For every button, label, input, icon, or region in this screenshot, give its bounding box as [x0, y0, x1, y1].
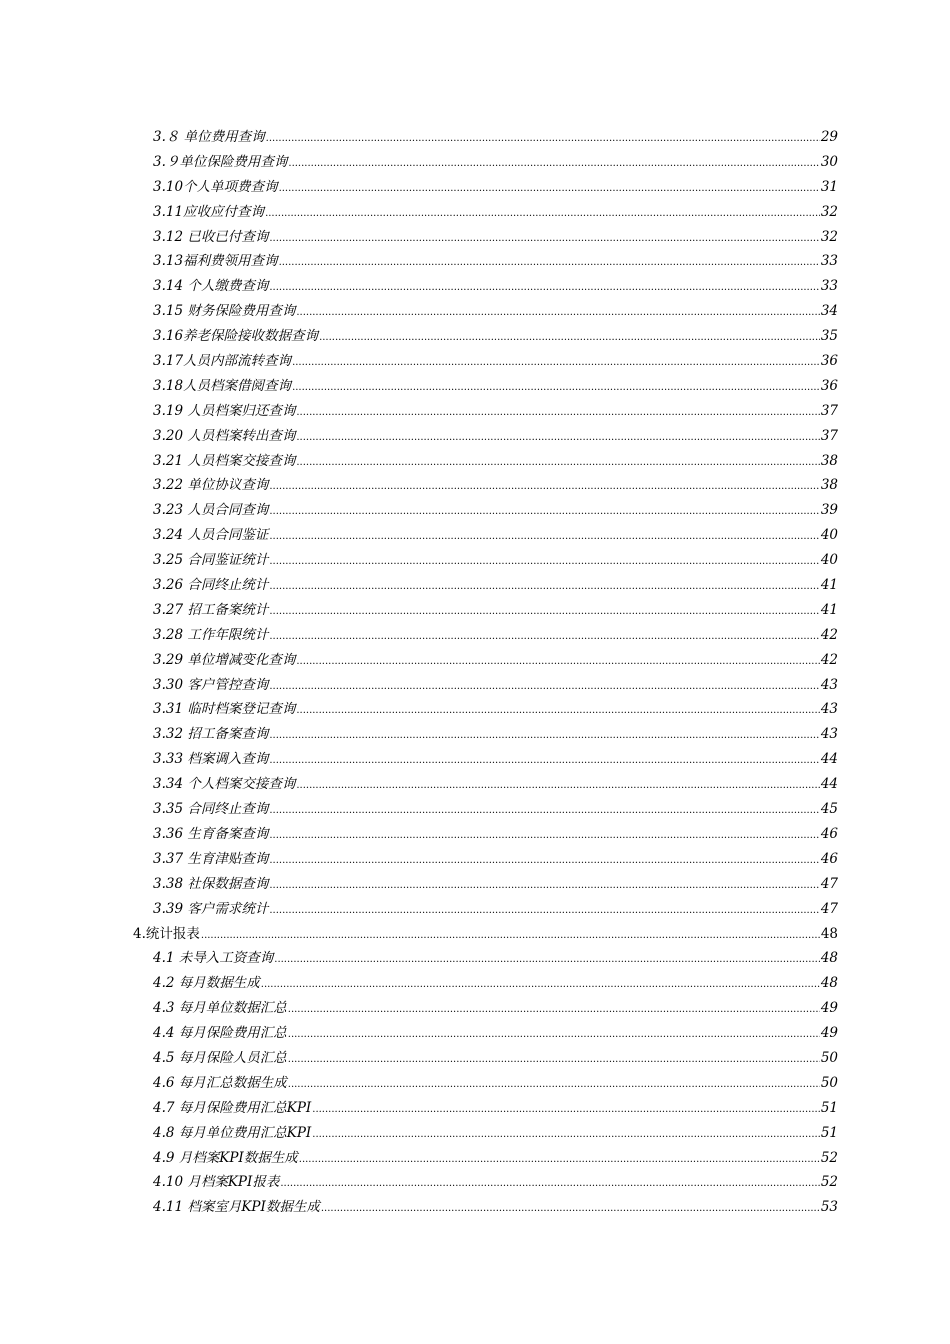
- toc-entry[interactable]: [0, 274, 838, 299]
- toc-entry-page-number: 42: [820, 626, 838, 643]
- toc-entry-title: 3.22 单位协议查询: [153, 477, 269, 494]
- toc-entry-page-number: 46: [820, 825, 838, 842]
- toc-entry-page-number: 44: [820, 776, 838, 793]
- toc-leader-dots: [292, 351, 820, 376]
- toc-entry-page-number: 43: [820, 701, 838, 718]
- toc-entry-title: 3.29 单位增减变化查询: [153, 651, 296, 668]
- toc-entry-page-number: 47: [820, 875, 838, 892]
- toc-entry-page-number: 33: [820, 278, 838, 295]
- toc-entry-title: 4.统计报表: [133, 925, 200, 942]
- toc-entry-title: 4.6 每月汇总数据生成: [153, 1074, 287, 1091]
- toc-entry[interactable]: [0, 996, 838, 1021]
- toc-leader-dots: [296, 774, 819, 799]
- toc-entry-title: 3.32 招工备案查询: [153, 726, 269, 743]
- toc-entry-title: 3.14 个人缴费查询: [153, 278, 269, 295]
- toc-entry[interactable]: [0, 200, 838, 225]
- toc-entry-title: 3.36 生育备案查询: [153, 825, 269, 842]
- toc-entry-page-number: 49: [820, 1025, 838, 1042]
- toc-leader-dots: [319, 326, 820, 351]
- toc-entry[interactable]: [0, 150, 838, 175]
- toc-entry[interactable]: [0, 623, 838, 648]
- toc-entry-page-number: 41: [820, 577, 838, 594]
- toc-leader-dots: [296, 426, 819, 451]
- toc-entry-title: 4.2 每月数据生成: [153, 975, 260, 992]
- toc-entry[interactable]: [0, 946, 838, 971]
- toc-leader-dots: [269, 550, 819, 575]
- toc-entry[interactable]: [0, 125, 838, 150]
- toc-entry-page-number: 53: [820, 1199, 838, 1216]
- toc-entry-page-number: 50: [820, 1074, 838, 1091]
- toc-leader-dots: [296, 301, 819, 326]
- toc-entry[interactable]: [0, 1170, 838, 1195]
- toc-entry-title: 4.7 每月保险费用汇总KPI: [153, 1099, 312, 1116]
- toc-leader-dots: [279, 177, 820, 202]
- toc-entry-title: 4.3 每月单位数据汇总: [153, 1000, 287, 1017]
- toc-entry-page-number: 38: [820, 452, 838, 469]
- toc-entry-title: 3.35 合同终止查询: [153, 801, 269, 818]
- toc-entry-title: 3.31 临时档案登记查询: [153, 701, 296, 718]
- toc-leader-dots: [274, 948, 820, 973]
- toc-entry-title: 4.10 月档案KPI报表: [153, 1174, 280, 1191]
- toc-entry-title: 3.16养老保险接收数据查询: [153, 328, 319, 345]
- toc-entry-title: 4.4 每月保险费用汇总: [153, 1025, 287, 1042]
- toc-entry-page-number: 36: [820, 377, 838, 394]
- toc-entry-page-number: 49: [820, 1000, 838, 1017]
- toc-entry-title: 3.38 社保数据查询: [153, 875, 269, 892]
- toc-entry-title: 3.13福利费领用查询: [153, 253, 278, 270]
- toc-entry[interactable]: [0, 1096, 838, 1121]
- toc-entry[interactable]: [0, 424, 838, 449]
- toc-leader-dots: [288, 1023, 820, 1048]
- toc-entry-page-number: 50: [820, 1049, 838, 1066]
- toc-leader-dots: [296, 401, 819, 426]
- toc-leader-dots: [299, 1148, 820, 1173]
- toc-entry-page-number: 41: [820, 601, 838, 618]
- toc-entry[interactable]: [0, 1021, 838, 1046]
- toc-entry-page-number: 47: [820, 900, 838, 917]
- toc-entry-title: 3.24 人员合同鉴证: [153, 527, 269, 544]
- toc-leader-dots: [296, 451, 819, 476]
- toc-entry-title: 3.19 人员档案归还查询: [153, 402, 296, 419]
- toc-entry-page-number: 44: [820, 751, 838, 768]
- toc-leader-dots: [269, 849, 819, 874]
- toc-entry-page-number: 37: [820, 402, 838, 419]
- toc-entry[interactable]: [0, 299, 838, 324]
- toc-entry-title: 3.21 人员档案交接查询: [153, 452, 296, 469]
- toc-leader-dots: [269, 525, 819, 550]
- toc-entry-title: 4.8 每月单位费用汇总KPI: [153, 1124, 312, 1141]
- toc-entry[interactable]: [0, 747, 838, 772]
- toc-leader-dots: [279, 251, 820, 276]
- toc-entry[interactable]: [0, 847, 838, 872]
- toc-entry-page-number: 51: [820, 1099, 838, 1116]
- toc-entry[interactable]: [0, 1146, 838, 1171]
- toc-leader-dots: [269, 824, 819, 849]
- toc-entry-title: 3.８ 单位费用查询: [153, 129, 265, 145]
- toc-leader-dots: [269, 575, 819, 600]
- toc-entry[interactable]: [0, 225, 838, 250]
- toc-leader-dots: [296, 699, 819, 724]
- toc-entry[interactable]: [0, 971, 838, 996]
- toc-entry-title: 3.37 生育津贴查询: [153, 850, 269, 867]
- toc-entry-page-number: 52: [820, 1149, 838, 1166]
- toc-entry-page-number: 51: [820, 1124, 838, 1141]
- toc-entry[interactable]: [0, 648, 838, 673]
- toc-entry-title: 3.39 客户需求统计: [153, 900, 269, 917]
- toc-entry[interactable]: [0, 697, 838, 722]
- toc-entry[interactable]: [0, 722, 838, 747]
- toc-entry-page-number: 46: [820, 850, 838, 867]
- toc-leader-dots: [269, 276, 819, 301]
- toc-entry-title: 3.９单位保险费用查询: [153, 153, 288, 170]
- toc-entry-title: 3.28 工作年限统计: [153, 626, 269, 643]
- toc-entry-title: 3.33 档案调入查询: [153, 751, 269, 768]
- toc-entry[interactable]: [0, 822, 838, 847]
- toc-leader-dots: [288, 1048, 820, 1073]
- toc-entry-page-number: 43: [820, 726, 838, 743]
- toc-entry-page-number: 38: [820, 477, 838, 494]
- toc-leader-dots: [288, 1073, 820, 1098]
- toc-leader-dots: [266, 127, 820, 152]
- toc-leader-dots: [312, 1123, 820, 1148]
- toc-entry[interactable]: [0, 473, 838, 498]
- toc-entry[interactable]: [0, 673, 838, 698]
- toc-leader-dots: [269, 799, 819, 824]
- toc-entry-page-number: 40: [820, 527, 838, 544]
- toc-entry-title: 4.1 未导入工资查询: [153, 950, 274, 967]
- toc-entry-title: 4.11 档案室月KPI数据生成: [153, 1199, 320, 1216]
- toc-entry-title: 3.10个人单项费查询: [153, 178, 278, 195]
- toc-entry-title: 3.26 合同终止统计: [153, 577, 269, 594]
- toc-entry-title: 3.23 人员合同查询: [153, 502, 269, 519]
- toc-entry-page-number: 29: [820, 129, 838, 145]
- toc-entry[interactable]: [0, 349, 838, 374]
- toc-entry-title: 3.34 个人档案交接查询: [153, 776, 296, 793]
- toc-entry[interactable]: [0, 1121, 838, 1146]
- toc-entry[interactable]: [0, 922, 838, 947]
- toc-leader-dots: [269, 724, 819, 749]
- toc-leader-dots: [292, 376, 820, 401]
- toc-leader-dots: [321, 1197, 820, 1222]
- toc-entry[interactable]: [0, 797, 838, 822]
- toc-entry-page-number: 34: [820, 303, 838, 320]
- toc-entry[interactable]: [0, 1046, 838, 1071]
- toc-entry-page-number: 37: [820, 427, 838, 444]
- toc-entry-title: 3.15 财务保险费用查询: [153, 303, 296, 320]
- toc-entry-page-number: 52: [820, 1174, 838, 1191]
- toc-leader-dots: [261, 973, 820, 998]
- toc-leader-dots: [296, 650, 819, 675]
- toc-leader-dots: [269, 899, 819, 924]
- toc-entry-title: 3.25 合同鉴证统计: [153, 552, 269, 569]
- toc-entry-page-number: 48: [820, 975, 838, 992]
- toc-entry-title: 3.18人员档案借阅查询: [153, 377, 292, 394]
- toc-entry-title: 3.11应收应付查询: [153, 203, 265, 220]
- toc-entry-page-number: 30: [820, 153, 838, 170]
- toc-entry-page-number: 43: [820, 676, 838, 693]
- toc-leader-dots: [269, 227, 819, 252]
- toc-entry[interactable]: [0, 1071, 838, 1096]
- toc-leader-dots: [288, 152, 819, 177]
- toc-entry[interactable]: [0, 374, 838, 399]
- toc-entry-page-number: 48: [820, 925, 838, 942]
- toc-leader-dots: [269, 500, 819, 525]
- toc-entry[interactable]: [0, 872, 838, 897]
- toc-entry[interactable]: [0, 598, 838, 623]
- toc-entry[interactable]: [0, 249, 838, 274]
- toc-leader-dots: [269, 749, 819, 774]
- toc-entry-title: 4.5 每月保险人员汇总: [153, 1049, 287, 1066]
- toc-entry[interactable]: [0, 772, 838, 797]
- toc-entry[interactable]: [0, 523, 838, 548]
- toc-leader-dots: [288, 998, 820, 1023]
- toc-entry[interactable]: [0, 175, 838, 200]
- toc-leader-dots: [280, 1172, 819, 1197]
- toc-leader-dots: [269, 600, 819, 625]
- toc-leader-dots: [269, 475, 819, 500]
- toc-entry[interactable]: [0, 399, 838, 424]
- toc-entry-page-number: 39: [820, 502, 838, 519]
- toc-entry-title: 3.12 已收已付查询: [153, 228, 269, 245]
- toc-entry[interactable]: [0, 449, 838, 474]
- toc-leader-dots: [201, 924, 820, 949]
- toc-entry-page-number: 42: [820, 651, 838, 668]
- table-of-contents: [0, 125, 950, 1220]
- toc-entry-page-number: 45: [820, 801, 838, 818]
- toc-entry-page-number: 32: [820, 203, 838, 220]
- toc-entry[interactable]: [0, 573, 838, 598]
- toc-leader-dots: [269, 625, 819, 650]
- toc-leader-dots: [265, 202, 820, 227]
- toc-entry[interactable]: [0, 1195, 838, 1220]
- toc-entry-page-number: 36: [820, 353, 838, 370]
- toc-entry-page-number: 32: [820, 228, 838, 245]
- toc-leader-dots: [269, 874, 819, 899]
- toc-entry-page-number: 40: [820, 552, 838, 569]
- toc-leader-dots: [269, 675, 819, 700]
- toc-entry-page-number: 48: [820, 950, 838, 967]
- toc-entry-title: 3.27 招工备案统计: [153, 601, 269, 618]
- toc-entry-page-number: 31: [820, 178, 838, 195]
- toc-entry[interactable]: [0, 498, 838, 523]
- toc-entry-title: 4.9 月档案KPI数据生成: [153, 1149, 298, 1166]
- toc-entry-title: 3.30 客户管控查询: [153, 676, 269, 693]
- toc-entry[interactable]: [0, 897, 838, 922]
- toc-entry-title: 3.17人员内部流转查询: [153, 353, 292, 370]
- toc-entry-page-number: 33: [820, 253, 838, 270]
- toc-entry-title: 3.20 人员档案转出查询: [153, 427, 296, 444]
- toc-leader-dots: [312, 1098, 820, 1123]
- toc-entry-page-number: 35: [820, 328, 838, 345]
- toc-entry[interactable]: [0, 324, 838, 349]
- toc-entry[interactable]: [0, 548, 838, 573]
